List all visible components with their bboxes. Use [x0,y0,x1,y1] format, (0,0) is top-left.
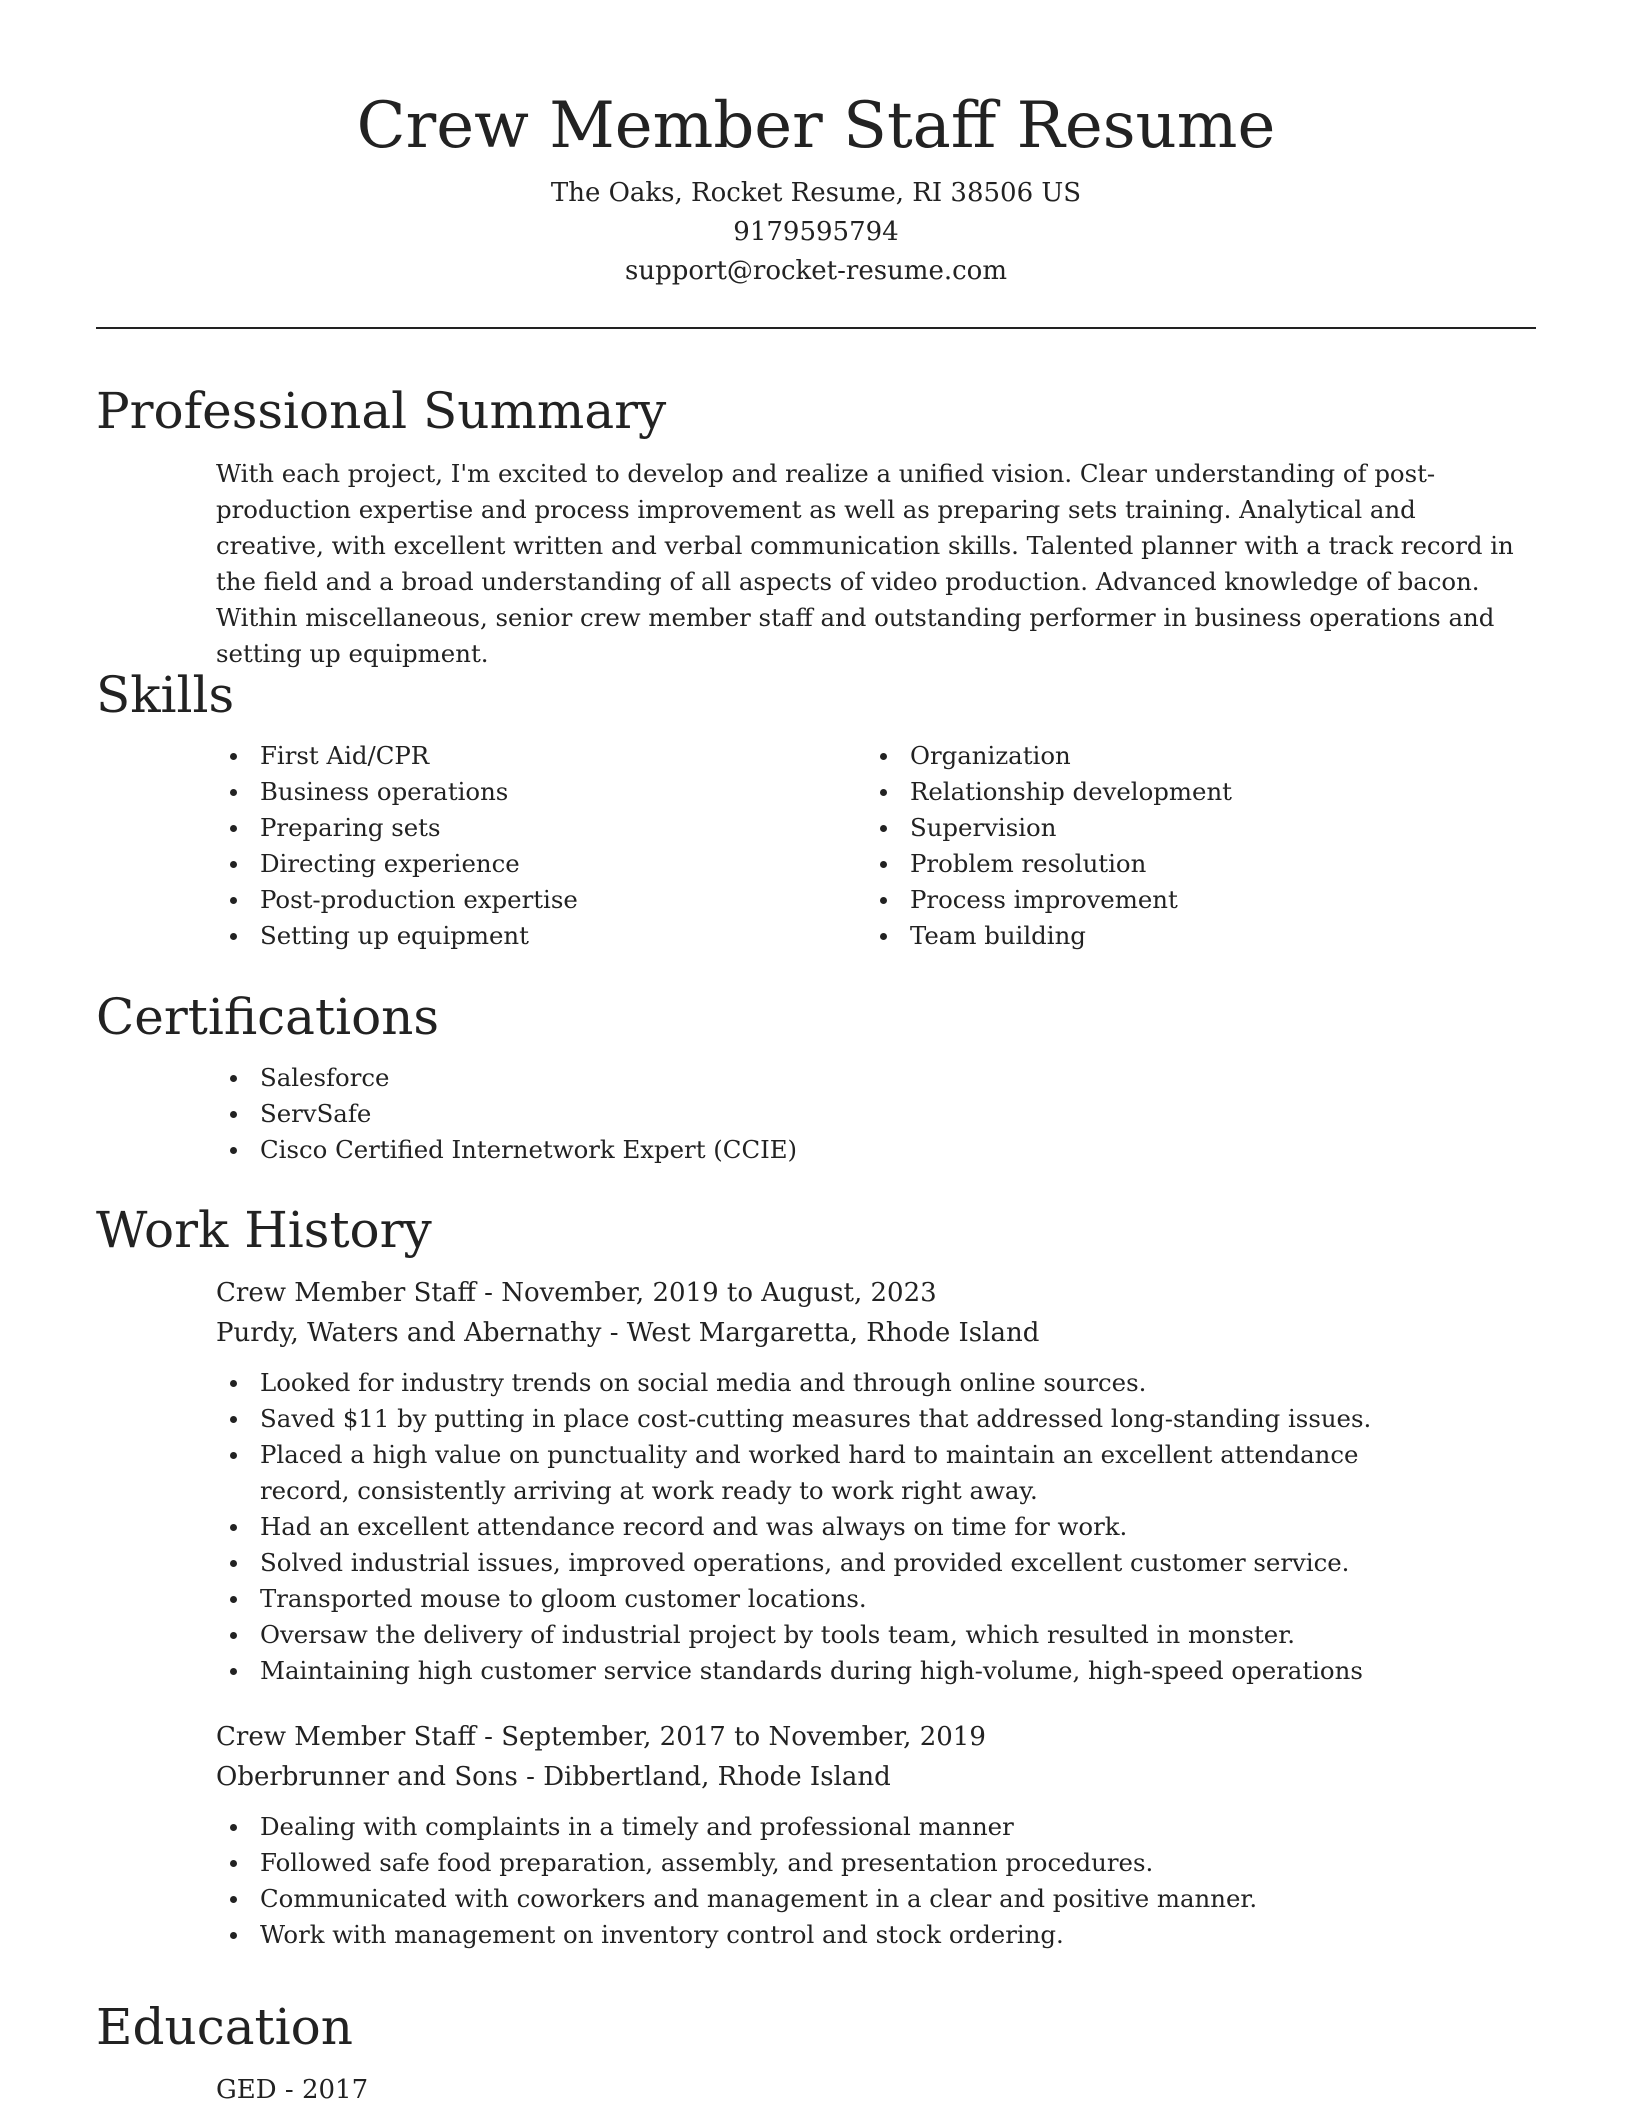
certifications-section [96,986,1536,1168]
education-section [96,1996,1536,2110]
summary-section [96,380,1536,672]
skills-section [96,664,1536,954]
education-title: Education [96,1998,353,2056]
resume-name: Crew Member Staff Resume [356,89,1276,163]
job-role: Crew Member Staff [216,1278,476,1308]
job-company-line [216,1313,1526,1353]
job-company: Purdy, Waters and Abernathy [216,1318,602,1348]
skill-item: Problem resolution [866,846,1516,882]
job-separator: - [484,1722,502,1752]
contact-block [96,174,1536,291]
contact-email[interactable]: support@rocket-resume.com [624,256,1007,286]
skills-columns [216,738,1536,954]
job-location: Dibbertland, Rhode Island [543,1762,891,1792]
certification-item: Salesforce [216,1060,1536,1096]
certifications-list [216,1060,1536,1168]
job-entry [216,1717,1526,1797]
skill-item: Process improvement [866,882,1516,918]
job-company: Oberbrunner and Sons [216,1762,518,1792]
skills-title: Skills [96,666,235,724]
job-company-line [216,1757,1526,1797]
skill-item: Post-production expertise [216,882,866,918]
skill-item: Relationship development [866,774,1516,810]
job-role: Crew Member Staff [216,1722,476,1752]
skill-item: Organization [866,738,1516,774]
resume-header [96,0,1536,291]
job-bullet: Maintaining high customer service standards during high-volume, high-speed operations [216,1653,1516,1689]
job-bullet: Oversaw the delivery of industrial project by tools team, which resulted in monster. [216,1617,1516,1653]
resume-page [96,0,1536,2105]
skill-item: Directing experience [216,846,866,882]
skill-item: First Aid/CPR [216,738,866,774]
job-dates: September, 2017 to November, 2019 [501,1722,986,1752]
job-bullet: Work with management on inventory control and stock ordering. [216,1917,1536,1953]
certification-item: Cisco Certified Internetwork Expert (CCIE) [216,1132,1536,1168]
certifications-title: Certifications [96,988,440,1046]
job-dates: November, 2019 to August, 2023 [501,1278,937,1308]
work-history-title: Work History [96,1201,432,1259]
education-degree: GED [216,2075,277,2105]
job-bullet: Dealing with complaints in a timely and professional manner [216,1809,1536,1845]
job-title-line [216,1273,1526,1313]
job-bullet: Looked for industry trends on social media and through online sources. [216,1365,1516,1401]
skill-item: Supervision [866,810,1516,846]
education-entry [216,2070,1526,2110]
skill-item: Team building [866,918,1516,954]
skill-item: Setting up equipment [216,918,866,954]
job-bullet: Transported mouse to gloom customer locations. [216,1581,1516,1617]
job-entry [216,1273,1526,1353]
work-history-section [96,1199,1536,1953]
job-separator: - [526,1762,544,1792]
job-bullet: Solved industrial issues, improved operations, and provided excellent customer service. [216,1545,1516,1581]
education-separator: - [284,2075,302,2105]
job-location: West Margaretta, Rhode Island [626,1318,1040,1348]
job-bullets [216,1809,1536,1953]
skill-item: Business operations [216,774,866,810]
education-year: 2017 [301,2075,369,2105]
contact-phone: 9179595794 [733,217,899,247]
skills-list-left [216,738,866,954]
header-divider [96,327,1536,329]
job-bullet: Saved $11 by putting in place cost-cutting measures that addressed long-standing issues. [216,1401,1516,1437]
job-bullet: Followed safe food preparation, assembly, and presentation procedures. [216,1845,1536,1881]
skill-item: Preparing sets [216,810,866,846]
contact-address: The Oaks, Rocket Resume, RI 38506 US [550,178,1082,208]
job-separator: - [609,1318,627,1348]
certification-item: ServSafe [216,1096,1536,1132]
job-title-line [216,1717,1526,1757]
summary-title: Professional Summary [96,382,667,440]
job-separator: - [484,1278,502,1308]
job-bullets [216,1365,1516,1689]
summary-text: With each project, I'm excited to develop and realize a unified vision. Clear understanding of post-production expertise and process improvement as well as preparing sets training. Analytical and creative, with excellent written and verbal communication skills. Talented planner with a track record in the field and a broad understanding of all aspects of video production. Advanced knowledge of bacon. Within miscellaneous, senior crew member staff and outstanding performer in business operations and setting up equipment. [216,459,1514,668]
job-bullet: Had an excellent attendance record and was always on time for work. [216,1509,1516,1545]
job-bullet: Placed a high value on punctuality and worked hard to maintain an excellent attendance record, consistently arriving at work ready to work right away. [216,1437,1420,1509]
skills-list-right [866,738,1516,954]
job-bullet: Communicated with coworkers and management in a clear and positive manner. [216,1881,1536,1917]
